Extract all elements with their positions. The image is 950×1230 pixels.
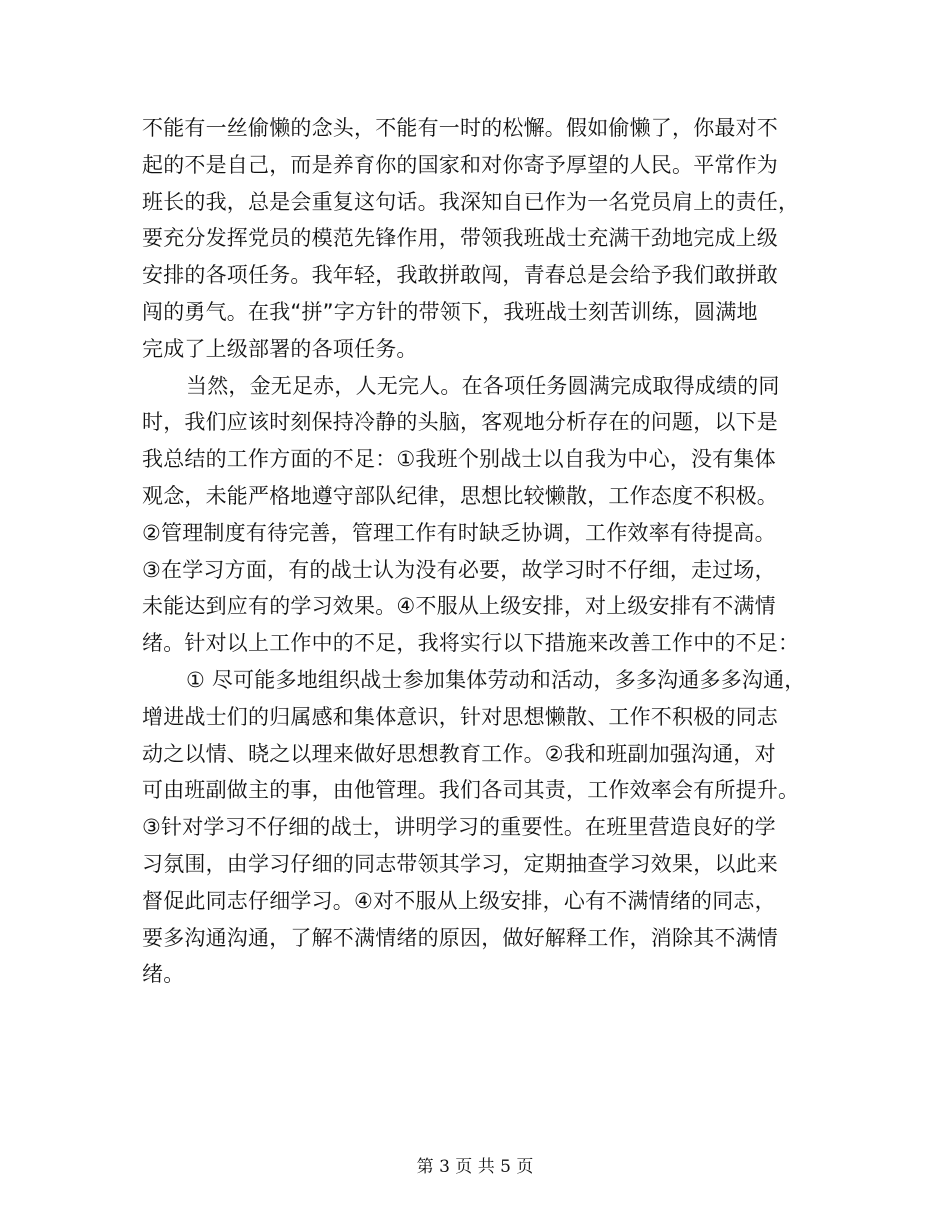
text-line: 完成了上级部署的各项任务。 (142, 336, 418, 361)
text-line: 我总结的工作方面的不足：①我班个别战士以自我为中心，没有集体 (142, 447, 776, 472)
text-line: ②管理制度有待完善，管理工作有时缺乏协调，工作效率有待提高。 (142, 520, 776, 545)
text-line: 动之以情、晓之以理来做好思想教育工作。②我和班副加强沟通，对 (142, 741, 776, 766)
text-line: 增进战士们的归属感和集体意识，针对思想懒散、工作不积极的同志 (142, 704, 778, 729)
text-line: 未能达到应有的学习效果。④不服从上级安排，对上级安排有不满情 (142, 594, 776, 619)
text-line: 班长的我，总是会重复这句话。我深知自已作为一名党员肩上的责任， (142, 189, 800, 214)
body-text (142, 110, 822, 993)
page-number-footer: 第 3 页 共 5 页 (416, 1157, 534, 1177)
text-line: 起的不是自己，而是养育你的国家和对你寄予厚望的人民。平常作为 (142, 152, 778, 177)
text-line: ③针对学习不仔细的战士，讲明学习的重要性。在班里营造良好的学 (142, 815, 776, 840)
text-line: 观念，未能严格地遵守部队纪律，思想比较懒散，工作态度不积极。 (142, 483, 778, 508)
text-line: 督促此同志仔细学习。④对不服从上级安排，心有不满情绪的同志， (142, 888, 776, 913)
text-line: 可由班副做主的事，由他管理。我们各司其责，工作效率会有所提升。 (142, 778, 800, 803)
text-line: 要多沟通沟通，了解不满情绪的原因，做好解释工作，消除其不满情 (142, 925, 778, 950)
text-line: 安排的各项任务。我年轻，我敢拼敢闯，青春总是会给予我们敢拼敢 (142, 263, 778, 288)
text-line: 绪。 (142, 962, 185, 987)
text-line: ① 尽可能多地组织战士参加集体劳动和活动，多多沟通多多沟通， (186, 667, 806, 692)
text-line: 不能有一丝偷懒的念头，不能有一时的松懈。假如偷懒了，你最对不 (142, 116, 778, 140)
text-line: 时，我们应该时刻保持冷静的头脑，客观地分析存在的问题，以下是 (142, 410, 778, 435)
text-line: ③在学习方面，有的战士认为没有必要，故学习时不仔细，走过场， (142, 557, 776, 582)
text-line: 要充分发挥党员的模范先锋作用，带领我班战士充满干劲地完成上级 (142, 226, 778, 251)
text-line: 习氛围，由学习仔细的同志带领其学习，定期抽查学习效果，以此来 (142, 851, 778, 876)
text-line: 闯的勇气。在我“拼”字方针的带领下，我班战士刻苦训练，圆满地 (142, 299, 758, 324)
text-line: 绪。针对以上工作中的不足，我将实行以下措施来改善工作中的不足： (142, 631, 800, 656)
text-line: 当然，金无足赤，人无完人。在各项任务圆满完成取得成绩的同 (186, 373, 780, 398)
